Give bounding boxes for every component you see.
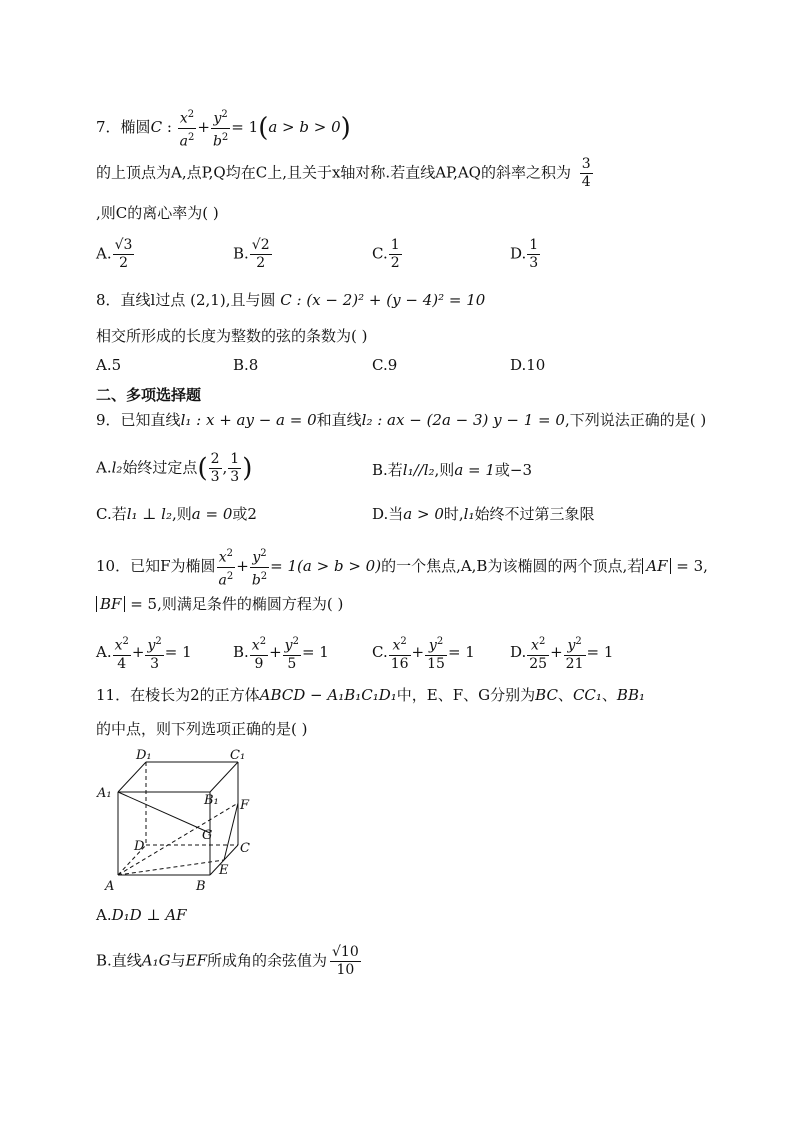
q11-line2: 的中点，则下列选项正确的是( ) — [96, 720, 308, 738]
cube-figure — [92, 742, 262, 897]
q10-option-c: C. $\frac{x^2}{16}$ + $\frac{y^2}{15}$ = 1 — [372, 636, 475, 672]
label-d1: D₁ — [136, 748, 152, 763]
q9-line-l2: l₂ : ax − (2a − 3) y − 1 = 0 — [361, 411, 565, 429]
segment-ae-hidden — [118, 860, 224, 875]
q8-line2: 相交所形成的长度为整数的弦的条数为( ) — [96, 327, 368, 345]
q7-number: 7． — [96, 118, 121, 137]
q11-option-b: B.直线A₁G与EF所成角的余弦值为 $\frac{√10}{10}$ — [96, 944, 359, 978]
label-b1: B₁ — [204, 793, 219, 808]
q8-option-b: B.8 — [233, 356, 259, 374]
edge-c1b1 — [210, 762, 238, 792]
q10-option-b: B. $\frac{x^2}{9}$ + $\frac{y^2}{5}$ = 1 — [233, 636, 329, 672]
segment-a1g — [118, 792, 210, 833]
q9-line1: 9．已知直线l₁ : x + ay − a = 0和直线l₂ : ax − (2a − 3) y − 1 = 0,下列说法正确的是( ) — [96, 411, 707, 429]
label-b: B — [196, 879, 206, 894]
q7-line2-text: 的上顶点为A,点P,Q均在C上,且关于x轴对称.若直线AP,AQ的斜率之积为 — [96, 163, 571, 182]
q7-line3: ,则C的离心率为( ) — [96, 204, 219, 222]
q11-option-a: A.D₁D ⊥ AF — [96, 906, 187, 924]
section-title-multi-choice: 二、多项选择题 — [96, 386, 202, 404]
q8-point: (2,1) — [190, 291, 226, 309]
q8-circle-equation: C : (x − 2)² + (y − 4)² = 10 — [280, 291, 486, 309]
q10-line1: 10．已知F为椭圆 $\frac{x^2}{a^2}$ + $\frac{y^2}{b^2}$ = 1(a > b > 0)的一个焦点,A,B为该椭圆的两个顶点,若 AF = 3, — [96, 548, 708, 589]
label-c: C — [240, 841, 250, 856]
q9-option-b: B.若l₁//l₂,则a = 1或−3 — [372, 461, 533, 479]
q8-option-d: D.10 — [510, 356, 546, 374]
q9-option-d: D.当a > 0时,l₁始终不过第三象限 — [372, 505, 595, 523]
q10-line2: BF = 5,则满足条件的椭圆方程为( ) — [96, 594, 343, 614]
edge-a1d1 — [118, 762, 146, 792]
label-d: D — [134, 839, 145, 854]
label-c1: C₁ — [230, 748, 246, 763]
q8-option-c: C.9 — [372, 356, 398, 374]
q10-option-d: D. $\frac{x^2}{25}$ + $\frac{y^2}{21}$ = 1 — [510, 636, 614, 672]
label-g: G — [202, 828, 213, 843]
q7-option-a: A. $\frac{√3}{2}$ — [96, 237, 133, 271]
q8-line1: 8．直线l过点 (2,1),且与圆 C : (x − 2)² + (y − 4)² = 10 — [96, 291, 486, 309]
label-f: F — [240, 798, 250, 813]
q10-option-a: A. $\frac{x^2}{4}$ + $\frac{y^2}{3}$ = 1 — [96, 636, 192, 672]
label-a1: A₁ — [97, 786, 112, 801]
q8-option-a: A.5 — [96, 356, 122, 374]
q7-y-frac: $\frac{y^2}{b^2}$ — [212, 109, 229, 150]
segment-ef — [224, 803, 238, 860]
q7-lead: 椭圆 — [120, 118, 151, 137]
q7-x-frac: $\frac{x^2}{a^2}$ — [179, 109, 195, 150]
q7-slope-ratio: $\frac{3}{4}$ — [581, 156, 591, 190]
q9-option-a: A.l₂始终过定点( $\frac{2}{3}$ , $\frac{1}{3}$ ) — [96, 451, 253, 485]
q11-cube-name: ABCD − A₁B₁C₁D₁ — [259, 686, 397, 704]
q9-line-l1: l₁ : x + ay − a = 0 — [180, 411, 317, 429]
q7-option-c: C. $\frac{1}{2}$ — [372, 237, 400, 271]
q7-ellipse-name: C — [150, 118, 163, 137]
q7-condition: a > b > 0 — [268, 118, 341, 137]
label-a: A — [105, 879, 115, 894]
q7-line2 — [96, 156, 594, 191]
q7-line1: 7．椭圆C : $\frac{x^2}{a^2}$ + $\frac{y^2}{b^2}$ = 1(a > b > 0) — [96, 106, 351, 150]
q7-option-d: D. $\frac{1}{3}$ — [510, 237, 539, 271]
q7-option-b: B. $\frac{√2}{2}$ — [233, 237, 270, 271]
label-e: E — [219, 863, 229, 878]
q11-line1: 11．在棱长为2的正方体ABCD − A₁B₁C₁D₁中，E、F、G分别为BC、CC₁、BB₁ — [96, 686, 645, 704]
q9-option-c: C.若l₁ ⊥ l₂,则a = 0或2 — [96, 505, 257, 523]
